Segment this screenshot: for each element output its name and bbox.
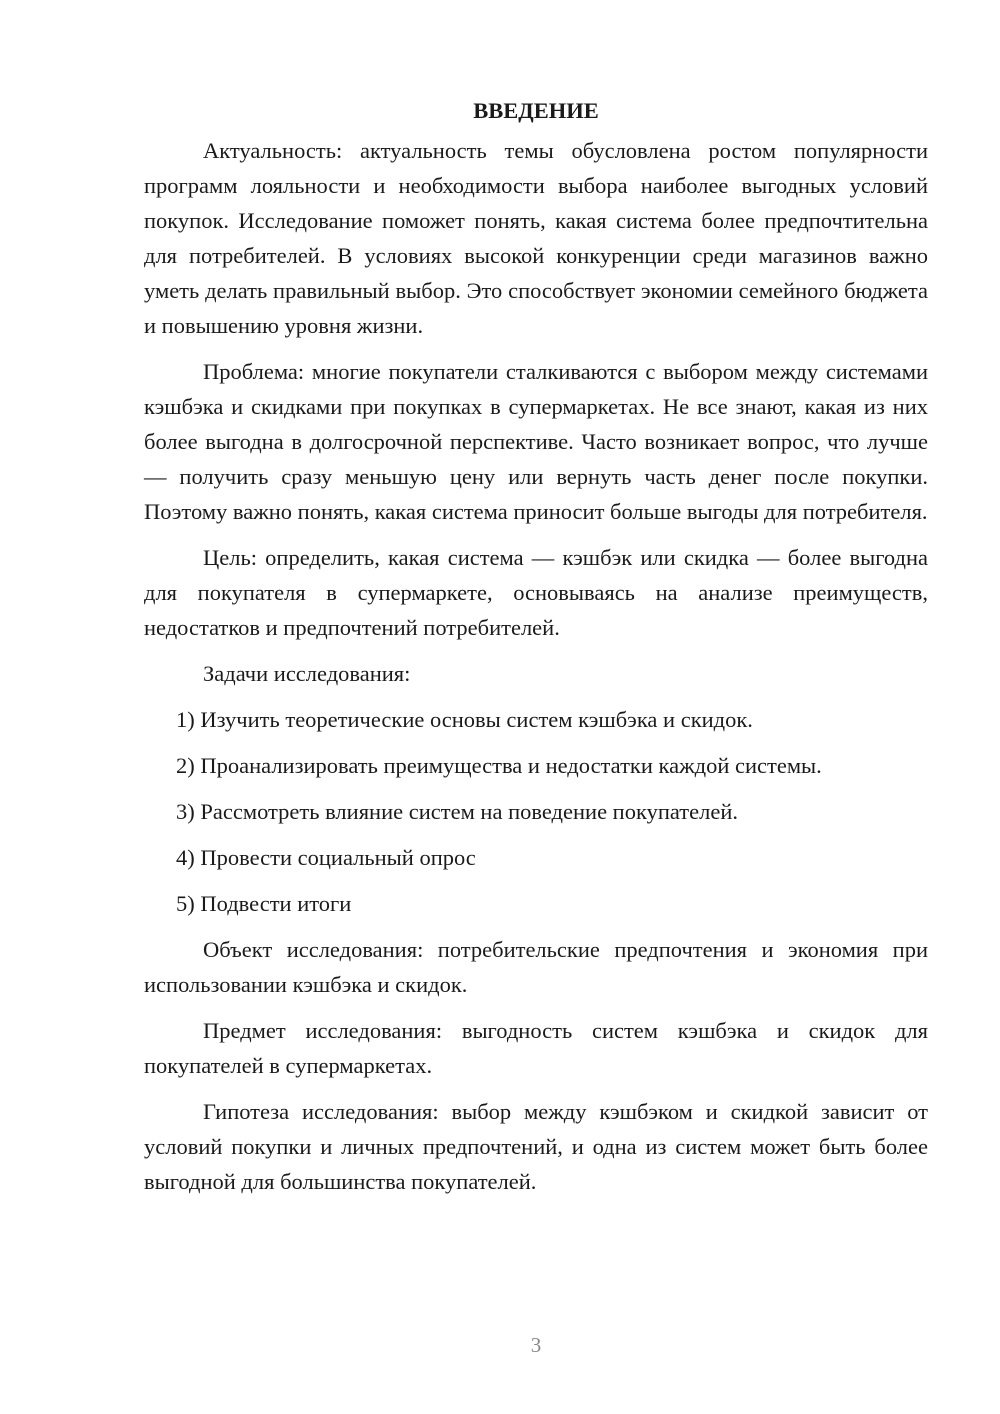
tasks-list [144,702,928,921]
document-body [144,93,928,1210]
task-item-1: 1) Изучить теоретические основы систем кэшбэка и скидок. [176,707,753,732]
task-item-5: 5) Подвести итоги [176,891,352,916]
tasks-title: Задачи исследования: [203,661,411,686]
problem-paragraph: Проблема: многие покупатели сталкиваются с выбором между системами кэшбэка и скидками при покупках в супермаркетах. Не все знают, какая из них более выгодна в долгосрочной перспективе. Часто возникает вопрос, что лучше — получить сразу меньшую цену или вернуть часть денег после покупки. Поэтому важно понять, какая система приносит больше выгоды для потребителя. [144,359,928,524]
task-item-2: 2) Проанализировать преимущества и недостатки каждой системы. [176,753,822,778]
relevance-paragraph: Актуальность: актуальность темы обусловлена ростом популярности программ лояльности и необходимости выбора наиболее выгодных условий покупок. Исследование поможет понять, какая система более предпочтительна для потребителей. В условиях высокой конкуренции среди магазинов важно уметь делать правильный выбор. Это способствует экономии семейного бюджета и повышению уровня жизни. [144,138,928,338]
hypothesis-paragraph: Гипотеза исследования: выбор между кэшбэком и скидкой зависит от условий покупки и личных предпочтений, и одна из систем может быть более выгодной для большинства покупателей. [144,1099,928,1194]
section-heading: ВВЕДЕНИЕ [473,98,599,123]
subject-paragraph: Предмет исследования: выгодность систем кэшбэка и скидок для покупателей в супермаркетах. [144,1018,928,1078]
task-item-3: 3) Рассмотреть влияние систем на поведение покупателей. [176,799,738,824]
task-item-4: 4) Провести социальный опрос [176,845,476,870]
goal-paragraph: Цель: определить, какая система — кэшбэк или скидка — более выгодна для покупателя в супермаркете, основываясь на анализе преимуществ, недостатков и предпочтений потребителей. [144,545,928,640]
object-paragraph: Объект исследования: потребительские предпочтения и экономия при использовании кэшбэка и скидок. [144,937,928,997]
page-number: 3 [530,1333,542,1357]
